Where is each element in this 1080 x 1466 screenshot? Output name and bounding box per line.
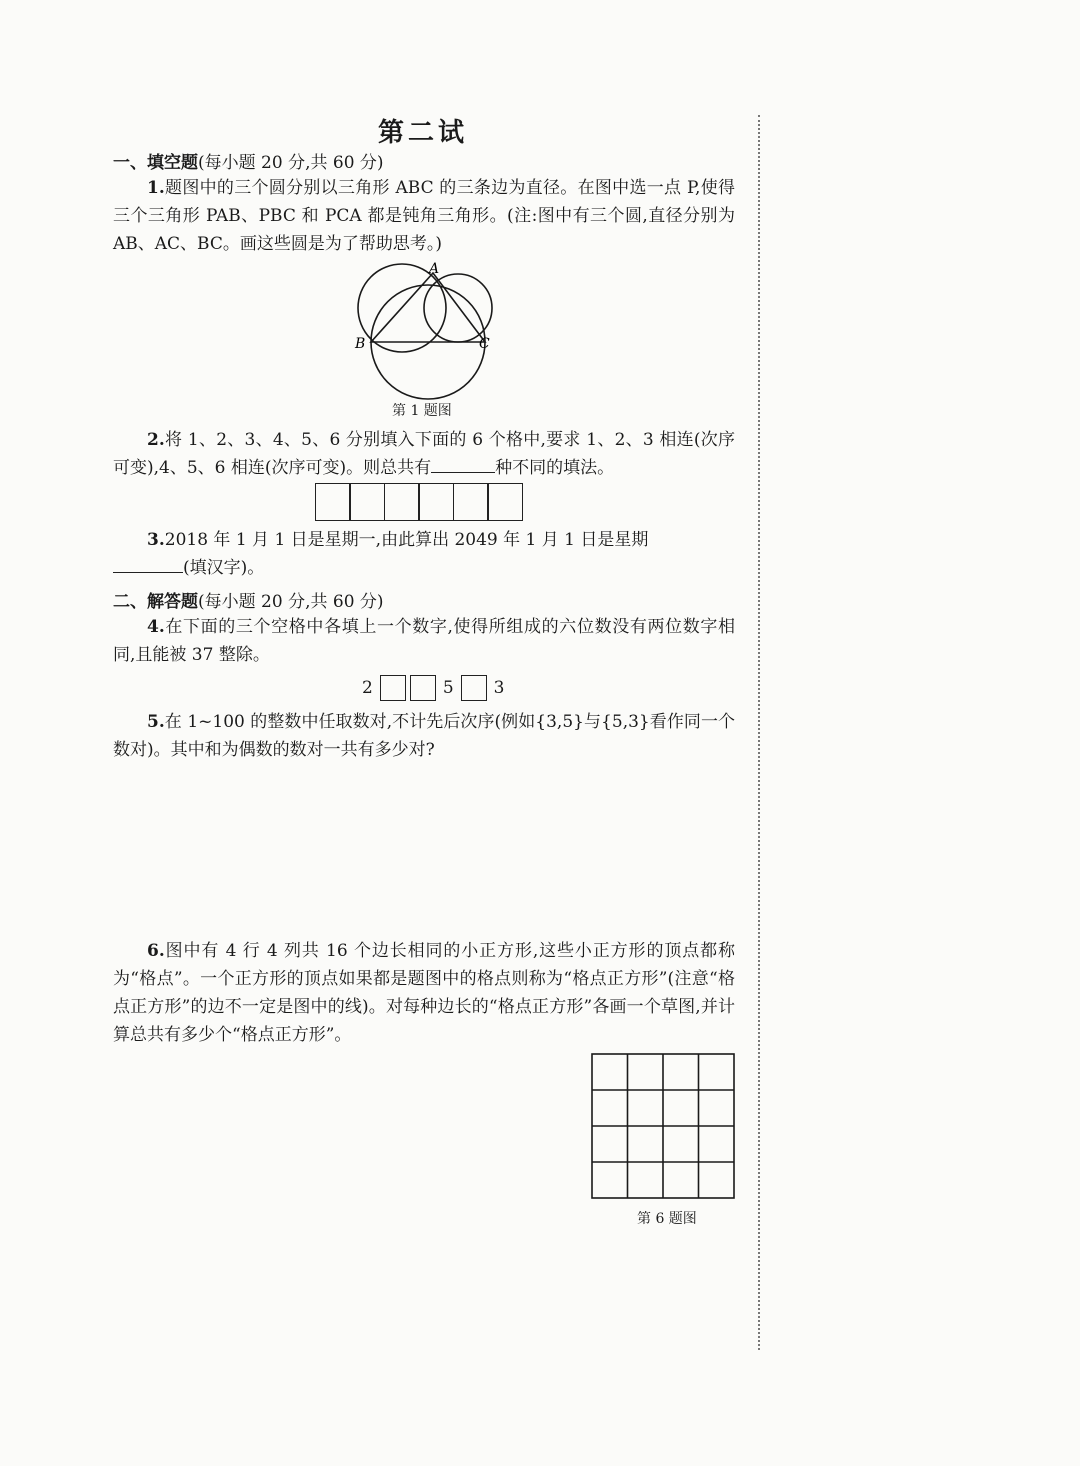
digit-box[interactable]	[380, 675, 406, 701]
question-2-text-after: 种不同的填法。	[495, 458, 615, 478]
answer-blank-3[interactable]	[113, 554, 183, 573]
question-2-text: 将 1、2、3、4、5、6 分别填入下面的 6 个格中,要求 1、2、3 相连(次序可变),4、5、6 相连(次序可变)。则总共有	[113, 430, 735, 478]
section-2-heading	[113, 587, 384, 612]
question-1	[113, 174, 735, 258]
figure-1-caption: 第 1 题图	[392, 403, 452, 419]
question-5-text: 在 1~100 的整数中任取数对,不计先后次序(例如{3,5}与{5,3}看作同一个数对)。其中和为偶数的数对一共有多少对?	[113, 712, 735, 760]
question-6-text: 图中有 4 行 4 列共 16 个边长相同的小正方形,这些小正方形的顶点都称为“格点”。一个正方形的顶点如果都是题图中的格点则称为“格点正方形”(注意“格点正方形”的边不一定是图中的线)。对每种边长的“格点正方形”各画一个草图,并计算总共有多少个“格点正方形”。	[113, 941, 735, 1045]
fill-cell[interactable]	[315, 483, 351, 521]
page-title: 第二试	[377, 118, 468, 148]
section-1-note: (每小题 20 分,共 60 分)	[198, 153, 384, 173]
section-2-title: 二、解答题	[113, 592, 198, 612]
label-c: C	[479, 336, 490, 352]
triangle-abc	[371, 273, 485, 342]
label-b: B	[355, 336, 366, 352]
figure-6-caption: 第 6 题图	[637, 1211, 697, 1227]
six-cell-row	[316, 483, 523, 521]
digit: 5	[442, 678, 454, 698]
question-1-number: 1.	[147, 178, 165, 198]
question-3	[113, 526, 735, 582]
circle-ac	[424, 274, 492, 342]
section-1-heading	[113, 148, 384, 173]
question-3-text: 2018 年 1 月 1 日是星期一,由此算出 2049 年 1 月 1 日是星期	[164, 530, 649, 550]
digit-box[interactable]	[410, 675, 436, 701]
fill-cell[interactable]	[453, 483, 489, 521]
fill-cell[interactable]	[349, 483, 385, 521]
fold-dashed-line	[758, 115, 760, 1350]
section-1-title: 一、填空题	[113, 153, 198, 173]
fill-cell[interactable]	[487, 483, 523, 521]
digit-box[interactable]	[461, 675, 487, 701]
section-2-note: (每小题 20 分,共 60 分)	[198, 592, 384, 612]
circles-triangle-figure	[345, 258, 505, 400]
question-4-number: 4.	[147, 617, 165, 637]
question-6-number: 6.	[147, 941, 165, 961]
digit: 2	[362, 678, 373, 698]
fill-cell[interactable]	[384, 483, 420, 521]
question-2	[113, 426, 735, 482]
question-3-text-after: (填汉字)。	[183, 558, 265, 578]
answer-blank-2[interactable]	[431, 454, 495, 473]
question-5	[113, 708, 735, 764]
question-4	[113, 613, 735, 669]
label-a: A	[429, 261, 440, 277]
digit: 3	[493, 678, 505, 698]
question-5-number: 5.	[147, 712, 165, 732]
four-by-four-grid	[591, 1053, 735, 1199]
question-2-number: 2.	[147, 430, 165, 450]
fill-cell[interactable]	[418, 483, 454, 521]
question-1-text: 题图中的三个圆分别以三角形 ABC 的三条边为直径。在图中选一点 P,使得三个三角形 PAB、PBC 和 PCA 都是钝角三角形。(注:图中有三个圆,直径分别为 AB、AC、BC。画这些圆是为了帮助思考。)	[113, 178, 735, 254]
question-4-text: 在下面的三个空格中各填上一个数字,使得所组成的六位数没有两位数字相同,且能被 37 整除。	[113, 617, 735, 665]
question-3-number: 3.	[147, 530, 165, 550]
question-6	[113, 937, 735, 1049]
six-digit-number	[357, 675, 509, 701]
